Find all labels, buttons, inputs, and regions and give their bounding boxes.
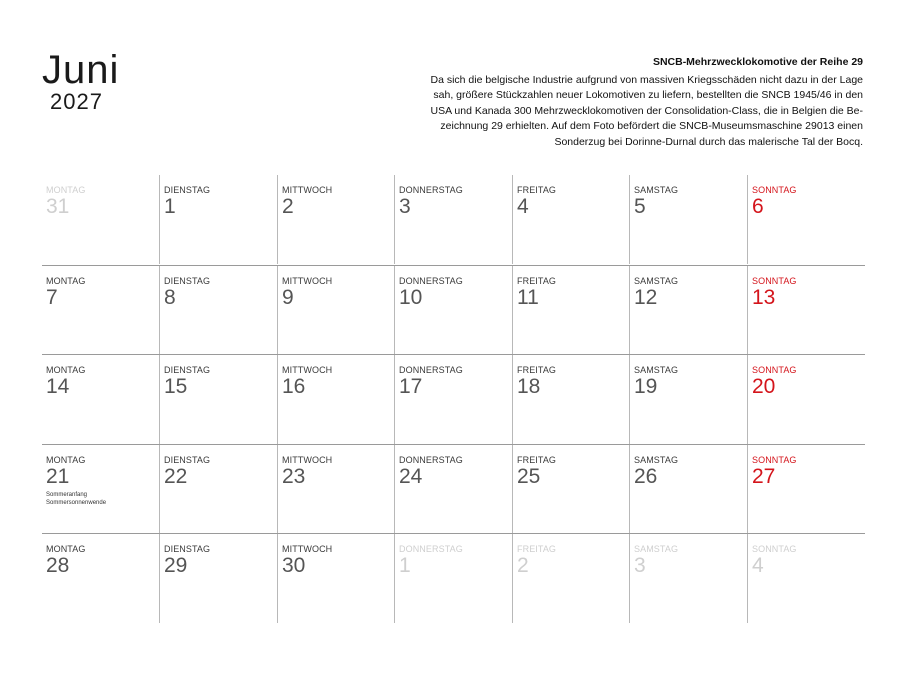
day-cell[interactable]: [277, 175, 394, 264]
weekday-label: DIENSTAG: [164, 185, 211, 195]
day-number: 15: [164, 375, 188, 398]
calendar-grid: [42, 175, 865, 622]
day-number: 14: [46, 375, 70, 398]
day-cell[interactable]: [42, 355, 159, 444]
day-number: 27: [752, 465, 776, 488]
day-cell[interactable]: [277, 445, 394, 534]
weekday-label: SAMSTAG: [634, 455, 679, 465]
weekday-label: DIENSTAG: [164, 544, 211, 554]
weekday-label: SAMSTAG: [634, 544, 679, 554]
day-cell[interactable]: [277, 534, 394, 623]
day-number: 4: [517, 195, 529, 218]
day-number: 11: [517, 286, 539, 309]
day-number: 21: [46, 465, 70, 488]
weekday-label: DIENSTAG: [164, 276, 211, 286]
year-label: 2027: [50, 89, 103, 114]
weekday-label: DONNERSTAG: [399, 544, 463, 554]
caption-line: Da sich die belgische Industrie aufgrund von massiven Kriegsschäden nicht dazu in der Lage: [430, 73, 863, 86]
day-cell[interactable]: [512, 266, 629, 355]
weekday-label: MONTAG: [46, 185, 86, 195]
day-cell[interactable]: [512, 355, 629, 444]
day-number: 10: [399, 286, 423, 309]
day-number: 2: [517, 554, 529, 577]
day-number: 28: [46, 554, 70, 577]
weekday-label: MONTAG: [46, 276, 86, 286]
weekday-label: SONNTAG: [752, 185, 797, 195]
day-number: 25: [517, 465, 541, 488]
day-cell[interactable]: [159, 445, 277, 534]
day-number: 1: [164, 195, 176, 218]
day-cell[interactable]: [747, 355, 865, 444]
day-cell[interactable]: [277, 266, 394, 355]
weekday-label: SONNTAG: [752, 276, 797, 286]
day-cell[interactable]: [512, 175, 629, 264]
day-cell[interactable]: [42, 445, 159, 534]
day-cell[interactable]: [394, 175, 512, 264]
weekday-label: MITTWOCH: [282, 365, 333, 375]
caption-body: [393, 73, 863, 151]
day-cell[interactable]: [394, 266, 512, 355]
weekday-label: DONNERSTAG: [399, 276, 463, 286]
day-number: 7: [46, 286, 58, 309]
caption-line: sah, größere Stückzahlen neuer Lokomotiven zu liefern, bestellten die SNCB 1945/46 in den: [433, 89, 863, 101]
day-number: 8: [164, 286, 176, 309]
day-number: 13: [752, 286, 776, 309]
day-cell[interactable]: [629, 266, 747, 355]
day-cell[interactable]: [512, 534, 629, 623]
day-cell[interactable]: [159, 534, 277, 623]
day-cell[interactable]: [159, 175, 277, 264]
weekday-label: FREITAG: [517, 365, 557, 375]
day-number: 17: [399, 375, 423, 398]
caption-line: USA und Kanada 300 Mehrzwecklokomotiven der Consolidation-Class, die in Belgien die Be-: [430, 104, 863, 117]
month-title: Juni: [42, 48, 120, 92]
weekday-label: MONTAG: [46, 455, 86, 465]
day-cell[interactable]: [629, 355, 747, 444]
day-cell[interactable]: [42, 266, 159, 355]
day-number: 12: [634, 286, 658, 309]
day-note: Sommersonnenwende: [46, 500, 107, 506]
day-cell[interactable]: [394, 355, 512, 444]
calendar-week-row: [42, 175, 865, 264]
day-number: 23: [282, 465, 306, 488]
weekday-label: FREITAG: [517, 455, 557, 465]
weekday-label: DIENSTAG: [164, 455, 211, 465]
weekday-label: MITTWOCH: [282, 276, 333, 286]
photo-caption: [393, 55, 863, 150]
weekday-label: SAMSTAG: [634, 365, 679, 375]
day-number: 1: [399, 554, 411, 577]
day-cell[interactable]: [747, 266, 865, 355]
calendar-week-row: [42, 444, 865, 534]
weekday-label: MITTWOCH: [282, 544, 333, 554]
day-cell[interactable]: [277, 355, 394, 444]
day-number: 16: [282, 375, 306, 398]
day-cell[interactable]: [42, 175, 159, 264]
weekday-label: SONNTAG: [752, 455, 797, 465]
weekday-label: DIENSTAG: [164, 365, 211, 375]
day-cell[interactable]: [394, 534, 512, 623]
calendar-week-row: [42, 533, 865, 623]
weekday-label: MONTAG: [46, 365, 86, 375]
day-cell[interactable]: [159, 266, 277, 355]
day-cell[interactable]: [747, 534, 865, 623]
day-number: 3: [399, 195, 411, 218]
weekday-label: SONNTAG: [752, 544, 797, 554]
day-number: 24: [399, 465, 423, 488]
weekday-label: MONTAG: [46, 544, 86, 554]
weekday-label: SONNTAG: [752, 365, 797, 375]
day-cell[interactable]: [747, 175, 865, 264]
day-cell[interactable]: [394, 445, 512, 534]
day-number: 5: [634, 195, 646, 218]
day-cell[interactable]: [512, 445, 629, 534]
day-cell[interactable]: [747, 445, 865, 534]
day-cell[interactable]: [629, 445, 747, 534]
day-note: Sommeranfang: [46, 492, 88, 498]
caption-line: zeichnung 29 erhielten. Auf dem Foto befördert die SNCB-Museumsmaschine 29013 einen: [440, 120, 863, 132]
day-number: 20: [752, 375, 776, 398]
day-number: 29: [164, 554, 188, 577]
day-cell[interactable]: [629, 175, 747, 264]
day-number: 30: [282, 554, 306, 577]
weekday-label: SAMSTAG: [634, 276, 679, 286]
day-number: 2: [282, 195, 294, 218]
weekday-label: DONNERSTAG: [399, 455, 463, 465]
day-cell[interactable]: [42, 534, 159, 623]
day-number: 19: [634, 375, 658, 398]
weekday-label: MITTWOCH: [282, 455, 333, 465]
day-cell[interactable]: [629, 534, 747, 623]
weekday-label: FREITAG: [517, 185, 557, 195]
day-number: 26: [634, 465, 658, 488]
day-number: 3: [634, 554, 646, 577]
day-number: 31: [46, 195, 70, 218]
weekday-label: FREITAG: [517, 544, 557, 554]
day-number: 22: [164, 465, 188, 488]
calendar-week-row: [42, 265, 865, 355]
day-number: 18: [517, 375, 541, 398]
weekday-label: FREITAG: [517, 276, 557, 286]
weekday-label: DONNERSTAG: [399, 185, 463, 195]
weekday-label: MITTWOCH: [282, 185, 333, 195]
day-number: 4: [752, 554, 764, 577]
caption-line: Sonderzug bei Dorinne-Durnal durch das malerische Tal der Bocq.: [554, 135, 863, 148]
weekday-label: SAMSTAG: [634, 185, 679, 195]
day-number: 9: [282, 286, 294, 309]
day-cell[interactable]: [159, 355, 277, 444]
day-number: 6: [752, 195, 764, 218]
calendar-week-row: [42, 354, 865, 444]
caption-title: SNCB-Mehrzwecklokomotive der Reihe 29: [652, 56, 863, 68]
weekday-label: DONNERSTAG: [399, 365, 463, 375]
